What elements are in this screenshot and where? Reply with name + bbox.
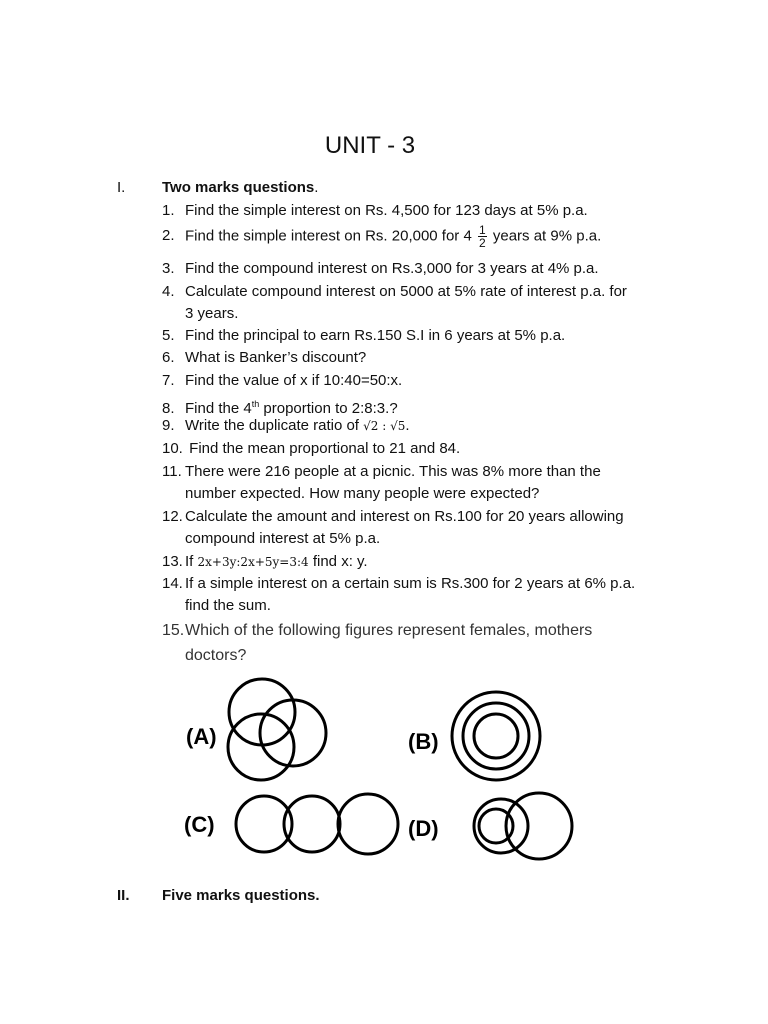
question-text: Which of the following figures represent females, mothers: [185, 622, 593, 639]
question-text-cont: number expected. How many people were expected?: [185, 485, 540, 502]
question-item: [162, 347, 692, 369]
question-text: What is Banker’s discount?: [185, 349, 367, 366]
question-text-cont: years at 9% p.a.: [492, 227, 602, 245]
question-item: [162, 258, 692, 280]
question-number: 9.: [162, 417, 175, 434]
math-expression: √2 : √5: [363, 419, 406, 433]
question-number: 4.: [162, 283, 175, 300]
question-item: [162, 618, 692, 668]
figure-label-a: (A): [186, 724, 217, 749]
question-number: 15.: [162, 622, 185, 639]
question-number: 1.: [162, 202, 175, 219]
question-item: [162, 415, 692, 437]
figure-d-circle-large: [506, 793, 572, 859]
question-item: [162, 325, 692, 347]
superscript: th: [251, 399, 260, 409]
figure-label-c: (C): [184, 812, 215, 837]
question-text: Find the compound interest on Rs.3,000 for 3 years at 4% p.a.: [185, 260, 599, 277]
section-heading: [162, 179, 318, 196]
fraction: [478, 224, 487, 249]
math-expression: 2x+3y:2x+5y=3:4: [197, 555, 309, 569]
section-number: I.: [117, 179, 126, 196]
question-text: Write the duplicate ratio of: [185, 417, 364, 434]
question-text: There were 216 people at a picnic. This was 8% more than the: [185, 463, 601, 480]
question-item: [162, 461, 692, 505]
question-item: [162, 551, 692, 573]
section-heading-text: Five marks questions.: [162, 887, 320, 904]
question-text: Calculate the amount and interest on Rs.100 for 20 years allowing: [185, 508, 624, 525]
question-item: [162, 224, 692, 249]
question-number: 2.: [162, 227, 175, 245]
question-number: 6.: [162, 349, 175, 366]
figure-a: [228, 679, 326, 780]
section-heading-period: .: [314, 179, 319, 196]
question-text: Find the principal to earn Rs.150 S.I in 6 years at 5% p.a.: [185, 327, 566, 344]
question-text-cont: find x: y.: [308, 553, 368, 570]
figure-b: [452, 692, 540, 780]
section-heading: [162, 887, 320, 904]
page-title: UNIT - 3: [324, 132, 416, 159]
question-item: [162, 370, 692, 392]
question-text: Find the simple interest on Rs. 20,000 for 4: [185, 227, 472, 245]
question-text: Calculate compound interest on 5000 at 5% rate of interest p.a. for: [185, 283, 627, 300]
question-text: Find the value of x if 10:40=50:x.: [185, 372, 403, 389]
figure-d-circle-medium: [474, 799, 528, 853]
section-heading-text: Two marks questions: [162, 179, 315, 196]
figure-c: [236, 794, 398, 854]
figure-d: [474, 793, 572, 859]
question-number: 7.: [162, 372, 175, 389]
question-item: [162, 281, 692, 325]
question-number: 14.: [162, 575, 183, 592]
venn-figures-svg: [178, 672, 578, 884]
question-number: 11.: [162, 463, 182, 480]
question-text: Find the simple interest on Rs. 4,500 for 123 days at 5% p.a.: [185, 202, 588, 219]
question-text: If a simple interest on a certain sum is Rs.300 for 2 years at 6% p.a.: [185, 575, 636, 592]
question-text-cont: doctors?: [185, 647, 247, 664]
question-text: If: [185, 553, 198, 570]
section-number: II.: [117, 887, 130, 904]
question-text: Find the mean proportional to 21 and 84.: [185, 440, 461, 457]
question-number: 5.: [162, 327, 175, 344]
question-text-cont: .: [405, 417, 410, 434]
venn-figures: [178, 672, 578, 884]
question-text-cont: proportion to 2:8:3.?: [259, 400, 398, 417]
figure-label-d: (D): [408, 816, 439, 841]
question-number: 12.: [162, 508, 183, 525]
question-number: 13.: [162, 553, 183, 570]
figure-a-circle-top: [229, 679, 295, 745]
question-text-cont: 3 years.: [185, 305, 239, 322]
question-text-cont: compound interest at 5% p.a.: [185, 530, 381, 547]
question-item: [162, 573, 692, 617]
question-number: 8.: [162, 400, 175, 417]
question-item: [162, 506, 692, 550]
figure-b-circle-inner: [474, 714, 518, 758]
question-item: [162, 200, 692, 222]
figure-c-circle-3: [338, 794, 398, 854]
question-item: [162, 438, 692, 460]
fraction-numerator: 1: [479, 223, 486, 237]
question-text: Find the 4: [185, 400, 252, 417]
question-number: 3.: [162, 260, 175, 277]
fraction-denominator: 2: [479, 236, 486, 250]
figure-b-circle-outer: [452, 692, 540, 780]
figure-label-b: (B): [408, 729, 439, 754]
question-number: 10.: [162, 440, 183, 457]
question-text-cont: find the sum.: [185, 597, 271, 614]
